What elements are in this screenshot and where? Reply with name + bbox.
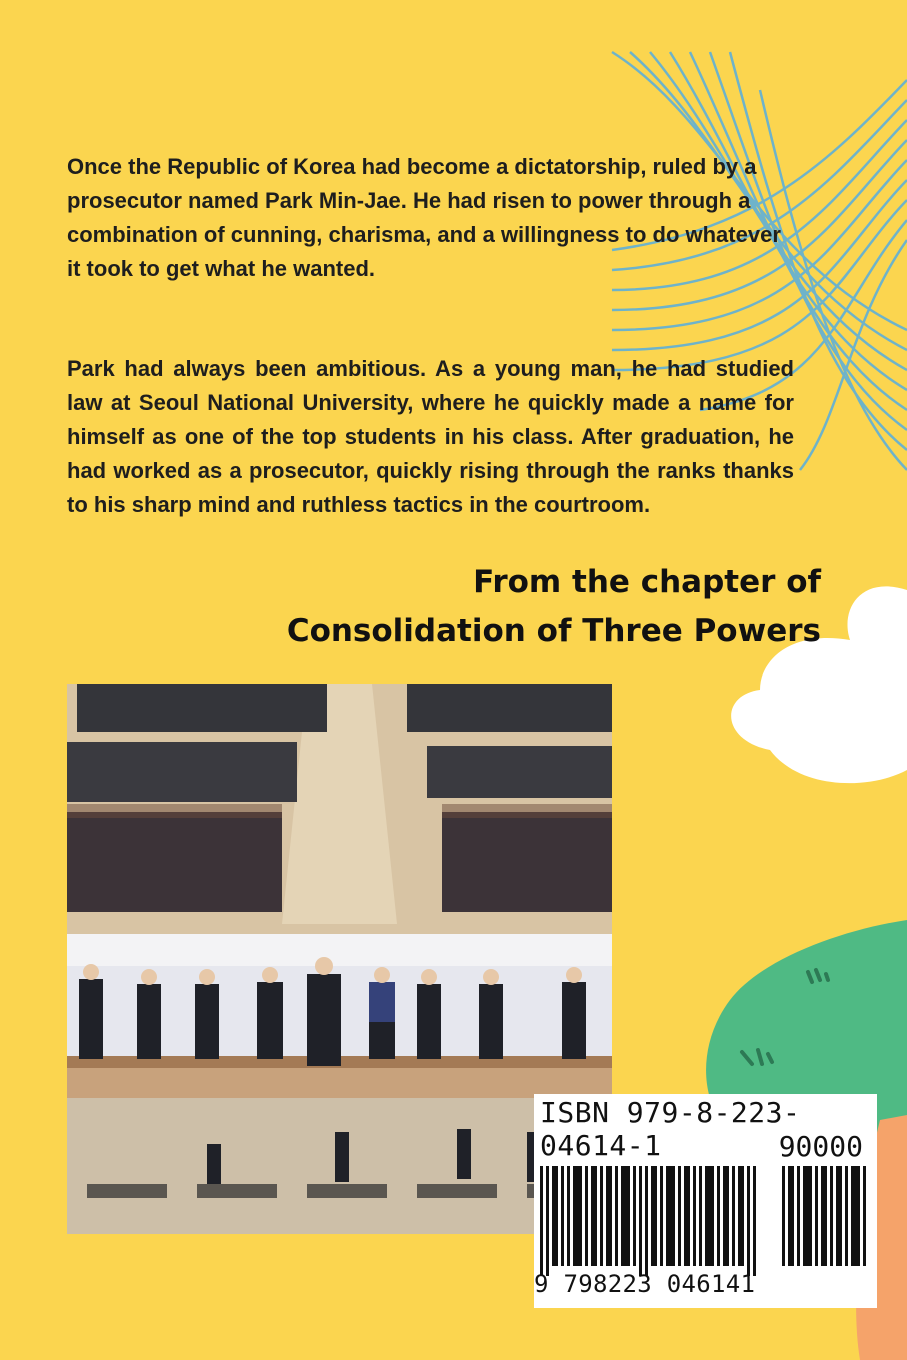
isbn-barcode	[534, 1094, 877, 1308]
price-code: 90000	[778, 1130, 863, 1163]
synopsis-paragraph-1: Once the Republic of Korea had become a dictatorship, ruled by a prosecutor named Park Min-Jae. He had risen to power through a combination of cunning, charisma, and a willingness to do whatever it took to get what he wanted.	[67, 154, 781, 281]
price-barcode-bars	[782, 1166, 868, 1266]
synopsis-paragraph-2: Park had always been ambitious. As a young man, he had studied law at Seoul National University, where he quickly made a name for himself as one of the top students in his class. After graduation, he had worked as a prosecutor, quickly rising through the ranks thanks to his sharp mind and ruthless tactics in the courtroom.	[67, 356, 794, 517]
chapter-heading-line-2: Consolidation of Three Powers	[286, 613, 821, 649]
isbn-number: ISBN 979-8-223-04614-1	[540, 1096, 801, 1162]
assembly-hall-photo	[67, 684, 612, 1234]
chapter-heading-line-1: From the chapter of	[473, 564, 821, 600]
ean-digits: 9 798223 046141	[534, 1270, 756, 1298]
ean-barcode-bars	[540, 1166, 762, 1276]
